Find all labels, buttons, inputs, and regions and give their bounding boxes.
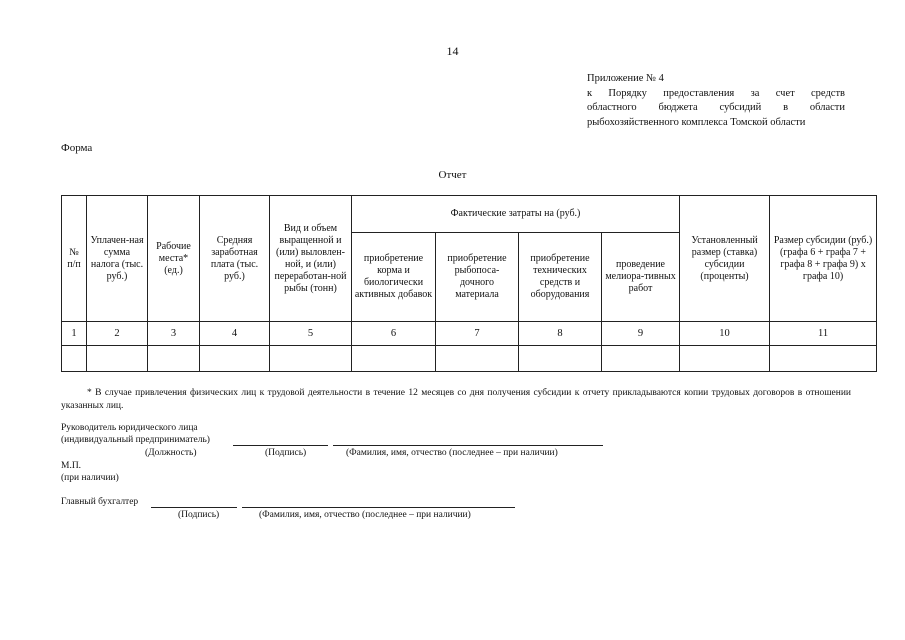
table-cell: [200, 346, 270, 372]
header-cell: Размер субсидии (руб.) (графа 6 + графа 7 + графа 8 + графа 9) х графа 10): [770, 196, 877, 322]
head-label-line2: (индивидуальный предприниматель): [61, 435, 210, 445]
column-number: 8: [519, 322, 602, 346]
page-number: 14: [446, 44, 459, 58]
table-cell: [770, 346, 877, 372]
header-cell: № п/п: [62, 196, 87, 322]
chief-accountant-label: Главный бухгалтер: [61, 497, 139, 507]
table-cell: [436, 346, 519, 372]
table-cell: [519, 346, 602, 372]
column-number-row: [62, 322, 877, 346]
appendix-line: к Порядку предоставления за счет средств: [587, 87, 845, 99]
appendix-block: [587, 72, 845, 130]
column-number: 3: [148, 322, 200, 346]
position-caption: (Должность): [145, 448, 197, 458]
stamp-note: (при наличии): [61, 473, 119, 483]
table-cell: [352, 346, 436, 372]
header-cell: приобретение корма и биологически активных добавок: [352, 233, 436, 322]
column-number: 6: [352, 322, 436, 346]
accountant-fio-caption: (Фамилия, имя, отчество (последнее – при наличии): [259, 510, 471, 520]
header-cell: Средняя заработная плата (тыс. руб.): [200, 196, 270, 322]
header-group-cell: Фактические затраты на (руб.): [352, 196, 680, 233]
accountant-fio-line: [242, 507, 515, 508]
column-number: 9: [602, 322, 680, 346]
header-cell: Вид и объем выращенной и (или) выловлен-ной, и (или) переработан-ной рыбы (тонн): [270, 196, 352, 322]
column-number: 7: [436, 322, 519, 346]
accountant-signature-caption: (Подпись): [178, 510, 220, 520]
header-cell: проведение мелиора-тивных работ: [602, 233, 680, 322]
footnote: * В случае привлечения физических лиц к трудовой деятельности в течение 12 месяцев со дня получения субсидии к отчету прикладываются копии трудовых договоров в отношении указанных лиц.: [61, 388, 851, 411]
header-cell: Уплачен-ная сумма налога (тыс. руб.): [87, 196, 148, 322]
head-label-line1: Руководитель юридического лица: [61, 423, 198, 433]
fio-line: [333, 445, 603, 446]
column-number: 4: [200, 322, 270, 346]
table-cell: [602, 346, 680, 372]
stamp-label: М.П.: [61, 461, 82, 471]
table-cell: [680, 346, 770, 372]
header-cell: приобретение рыбопоса-дочного материала: [436, 233, 519, 322]
table-row: [62, 346, 877, 372]
appendix-line: рыбохозяйственного комплекса Томской области: [587, 116, 806, 128]
report-title: Отчет: [438, 169, 467, 181]
appendix-line: областного бюджета субсидий в области: [587, 102, 845, 113]
appendix-title: Приложение № 4: [587, 73, 664, 84]
header-cell: приобретение технических средств и оборудования: [519, 233, 602, 322]
table-cell: [62, 346, 87, 372]
column-number: 2: [87, 322, 148, 346]
table-cell: [148, 346, 200, 372]
column-number: 5: [270, 322, 352, 346]
header-row: [62, 196, 877, 233]
signature-caption: (Подпись): [265, 448, 307, 458]
column-number: 11: [770, 322, 877, 346]
header-cell: Установленный размер (ставка) субсидии (проценты): [680, 196, 770, 322]
report-table: [61, 195, 877, 372]
table-cell: [270, 346, 352, 372]
column-number: 10: [680, 322, 770, 346]
table-cell: [87, 346, 148, 372]
position-signature-line: [233, 445, 328, 446]
column-number: 1: [62, 322, 87, 346]
form-label: Форма: [61, 142, 93, 154]
accountant-signature-line: [151, 507, 237, 508]
fio-caption: (Фамилия, имя, отчество (последнее – при наличии): [346, 448, 558, 458]
header-cell: Рабочие места* (ед.): [148, 196, 200, 322]
